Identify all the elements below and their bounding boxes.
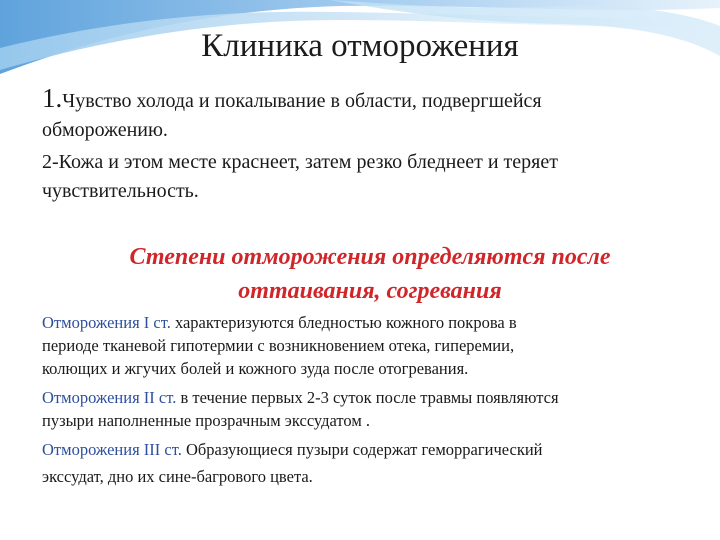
- degrees-subtitle: [60, 240, 680, 308]
- degree-text: Образующиеся пузыри содержат геморрагический: [181, 440, 543, 459]
- symptom-line: чувствительность.: [42, 180, 199, 202]
- symptom-2: [42, 148, 692, 206]
- degree-item-2: [42, 386, 692, 432]
- degree-text: пузыри наполненные прозрачным экссудатом .: [42, 411, 371, 430]
- degrees-list: [42, 311, 692, 490]
- degree-label: Отморожения III ст.: [42, 440, 182, 459]
- degree-text: колющих и жгучих болей и кожного зуда после отогревания.: [42, 359, 469, 378]
- symptom-number: 1.: [42, 83, 63, 113]
- symptom-line: обморожению.: [42, 119, 168, 141]
- subtitle-line: Степени отморожения определяются после: [129, 244, 611, 270]
- degree-label: Отморожения I ст.: [42, 313, 171, 332]
- degree-text: периоде тканевой гипотермии с возникновением отека, гиперемии,: [42, 336, 515, 355]
- degree-item-1: [42, 311, 692, 380]
- symptom-1: [42, 84, 692, 145]
- symptom-line: Чувство холода и покалывание в области, подвергшейся: [62, 90, 542, 112]
- degree-label: Отморожения II ст.: [42, 388, 177, 407]
- slide-title: Клиника отморожения: [201, 28, 519, 64]
- degree-text: в течение первых 2-3 суток после травмы появляются: [176, 388, 559, 407]
- degree-text: экссудат, дно их сине-багрового цвета.: [42, 467, 313, 486]
- subtitle-line: оттаивания, согревания: [238, 278, 502, 304]
- symptom-line: 2-Кожа и этом месте краснеет, затем резко бледнеет и теряет: [42, 151, 558, 173]
- degree-text: характеризуются бледностью кожного покрова в: [170, 313, 517, 332]
- degree-item-3: [42, 436, 692, 490]
